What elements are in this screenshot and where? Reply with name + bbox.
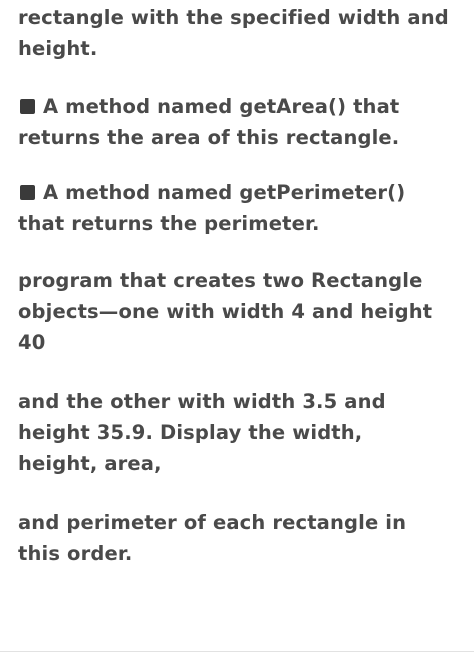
text-line: and the other with width 3.5 and: [18, 390, 386, 413]
text-line: and perimeter of each rectangle in: [18, 511, 407, 534]
square-bullet-icon: [20, 99, 35, 114]
text-line: rectangle with the specified width and: [18, 6, 449, 29]
text-line: height, area,: [18, 452, 162, 475]
paragraph-second-rectangle: [18, 386, 386, 479]
text-line: height 35.9. Display the width,: [18, 421, 363, 444]
bottom-divider: [0, 651, 474, 652]
paragraph-program: [18, 265, 432, 358]
square-bullet-icon: [20, 185, 35, 200]
text-line: height.: [18, 37, 98, 60]
text-line: A method named getPerimeter(): [43, 181, 406, 204]
bullet-item-get-area: [18, 91, 399, 153]
text-line: that returns the perimeter.: [18, 212, 320, 235]
text-line: A method named getArea() that: [43, 95, 400, 118]
paragraph-display-order: [18, 507, 406, 569]
text-line: 40: [18, 331, 46, 354]
text-line: objects—one with width 4 and height: [18, 300, 433, 323]
bullet-item-get-perimeter: [18, 177, 405, 239]
text-line: program that creates two Rectangle: [18, 269, 423, 292]
text-line: this order.: [18, 542, 133, 565]
paragraph-constructor: [18, 2, 449, 64]
text-line: returns the area of this rectangle.: [18, 126, 400, 149]
